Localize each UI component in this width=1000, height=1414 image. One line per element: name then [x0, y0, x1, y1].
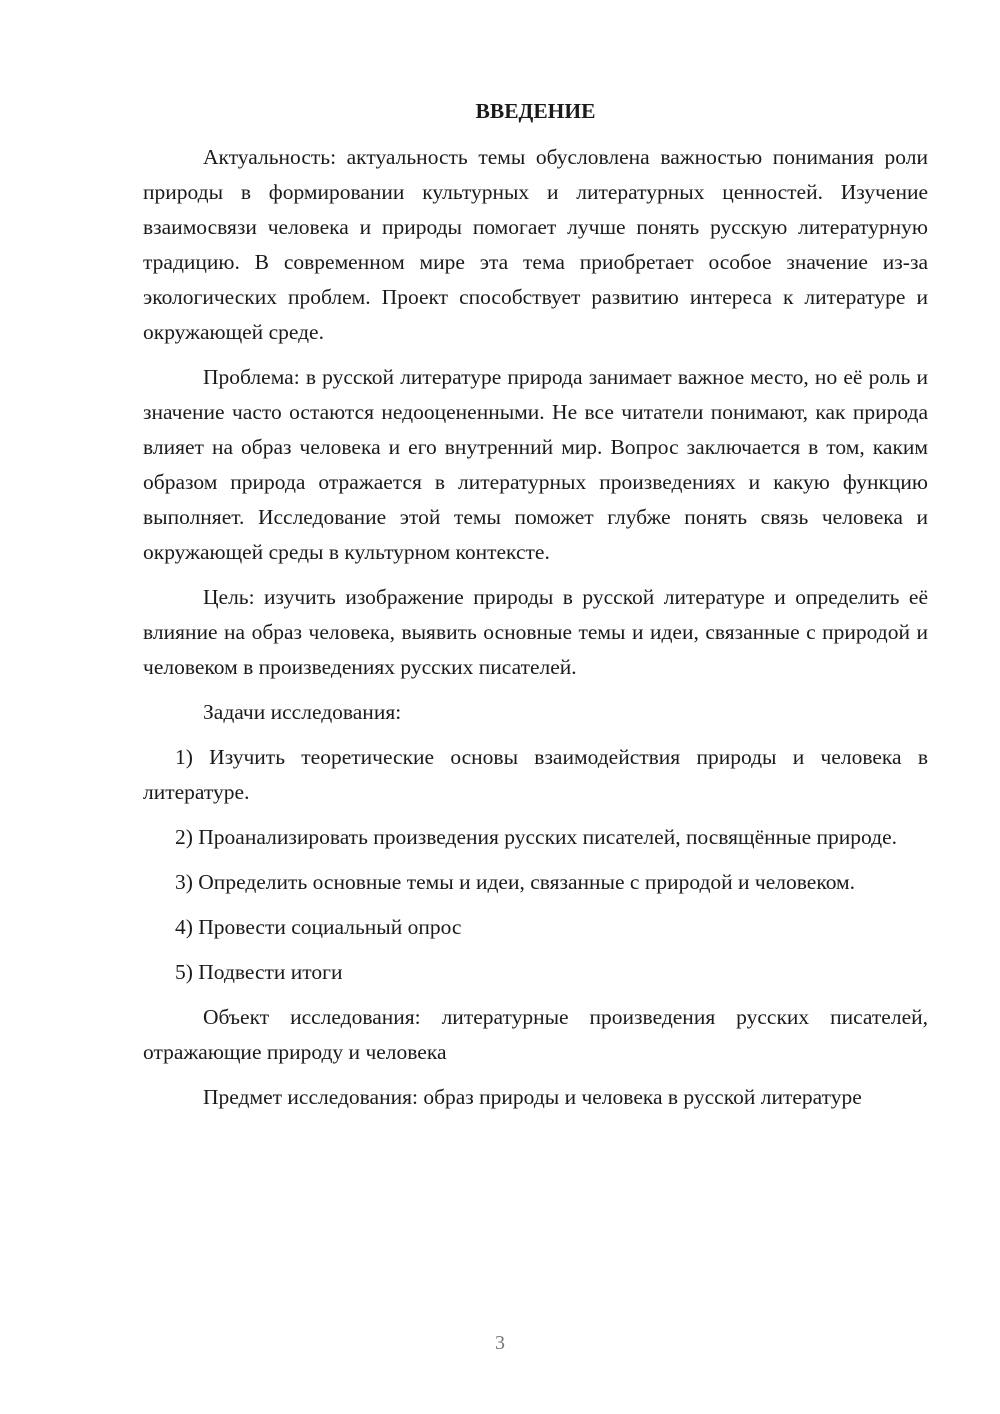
- tasks-title: Задачи исследования:: [203, 700, 402, 724]
- research-object-paragraph: Объект исследования: литературные произведения русских писателей, отражающие природу и человека: [143, 1005, 928, 1064]
- problem-paragraph: Проблема: в русской литературе природа занимает важное место, но её роль и значение часто остаются недооцененными. Не все читатели понимают, как природа влияет на образ человека и его внутренний мир. Вопрос заключается в том, каким образом природа отражается в литературных произведениях и какую функцию выполняет. Исследование этой темы поможет глубже понять связь человека и окружающей среды в культурном контексте.: [143, 365, 928, 564]
- document-page: [143, 96, 928, 1125]
- page-heading: ВВЕДЕНИЕ: [475, 99, 596, 123]
- page-number: 3: [495, 1332, 505, 1354]
- task-item: 2) Проанализировать произведения русских писателей, посвящённые природе.: [175, 825, 898, 849]
- task-item: 4) Провести социальный опрос: [175, 915, 462, 939]
- research-subject-paragraph: Предмет исследования: образ природы и человека в русской литературе: [203, 1085, 862, 1109]
- goal-paragraph: Цель: изучить изображение природы в русской литературе и определить её влияние на образ человека, выявить основные темы и идеи, связанные с природой и человеком в произведениях русских писателей.: [143, 585, 928, 679]
- task-item: 3) Определить основные темы и идеи, связанные с природой и человеком.: [175, 870, 856, 894]
- task-item: 5) Подвести итоги: [175, 960, 343, 984]
- task-item: 1) Изучить теоретические основы взаимодействия природы и человека в литературе.: [143, 745, 928, 804]
- relevance-paragraph: Актуальность: актуальность темы обусловлена важностью понимания роли природы в формировании культурных и литературных ценностей. Изучение взаимосвязи человека и природы помогает лучше понять русскую литературную традицию. В современном мире эта тема приобретает особое значение из-за экологических проблем. Проект способствует развитию интереса к литературе и окружающей среде.: [143, 145, 928, 344]
